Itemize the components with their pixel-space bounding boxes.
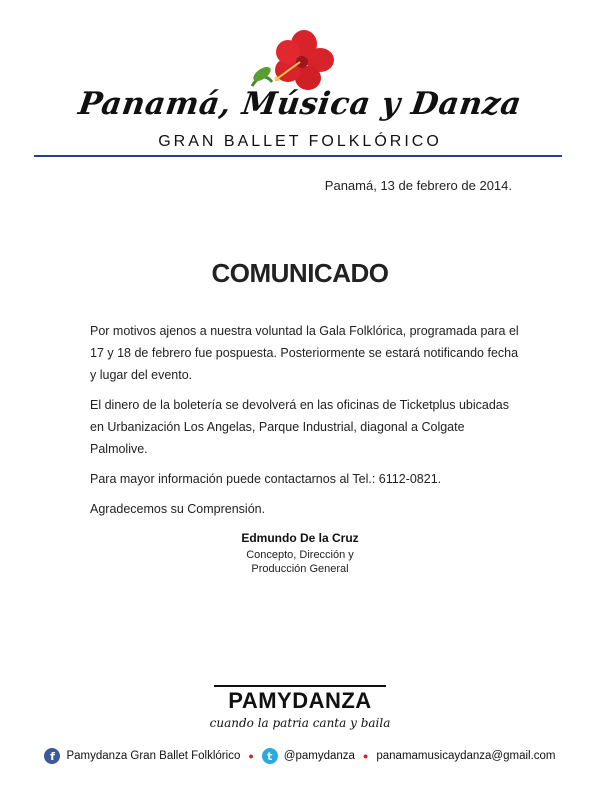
paragraph: Por motivos ajenos a nuestra voluntad la Gala Folklórica, programada para el 17 y 18 de febrero fue pospuesta. Posteriormente se estará notificando fecha y lugar del evento. <box>90 324 519 382</box>
facebook-link[interactable]: Pamydanza Gran Ballet Folklórico <box>66 750 241 762</box>
page-title: COMUNICADO <box>211 258 389 288</box>
pamydanza-logo <box>0 688 600 730</box>
brand-subtitle: GRAN BALLET FOLKLÓRICO <box>158 133 442 150</box>
separator-dot: ● <box>362 751 369 761</box>
signature-role-line-2: Producción General <box>251 563 349 575</box>
letter-body <box>90 320 522 528</box>
twitter-link[interactable]: @pamydanza <box>283 750 355 762</box>
header-divider <box>34 155 562 157</box>
twitter-icon[interactable]: t <box>262 748 278 764</box>
logo-tagline: cuando la patria canta y baila <box>209 716 391 730</box>
paragraph: Para mayor información puede contactarnos al Tel.: 6112-0821. <box>90 472 442 486</box>
logo-wordmark: PAMYDANZA <box>214 688 385 714</box>
letter-date: Panamá, 13 de febrero de 2014. <box>324 178 512 193</box>
footer-contacts <box>0 748 600 764</box>
signature-role-line-1: Concepto, Dirección y <box>246 549 354 561</box>
separator-dot: ● <box>248 751 254 761</box>
signature-block <box>200 531 400 576</box>
paragraph: Agradecemos su Comprensión. <box>90 502 266 516</box>
brand-title: Panamá, Música y Danza <box>76 86 524 122</box>
email-link[interactable]: panamamusicaydanza@gmail.com <box>376 750 556 762</box>
signature-name: Edmundo De la Cruz <box>241 531 359 545</box>
facebook-icon[interactable]: f <box>44 748 60 764</box>
paragraph: El dinero de la boletería se devolverá en las oficinas de Ticketplus ubicadas en Urbanización Los Angelas, Parque Industrial, diagonal a Colgate Palmolive. <box>90 398 510 456</box>
